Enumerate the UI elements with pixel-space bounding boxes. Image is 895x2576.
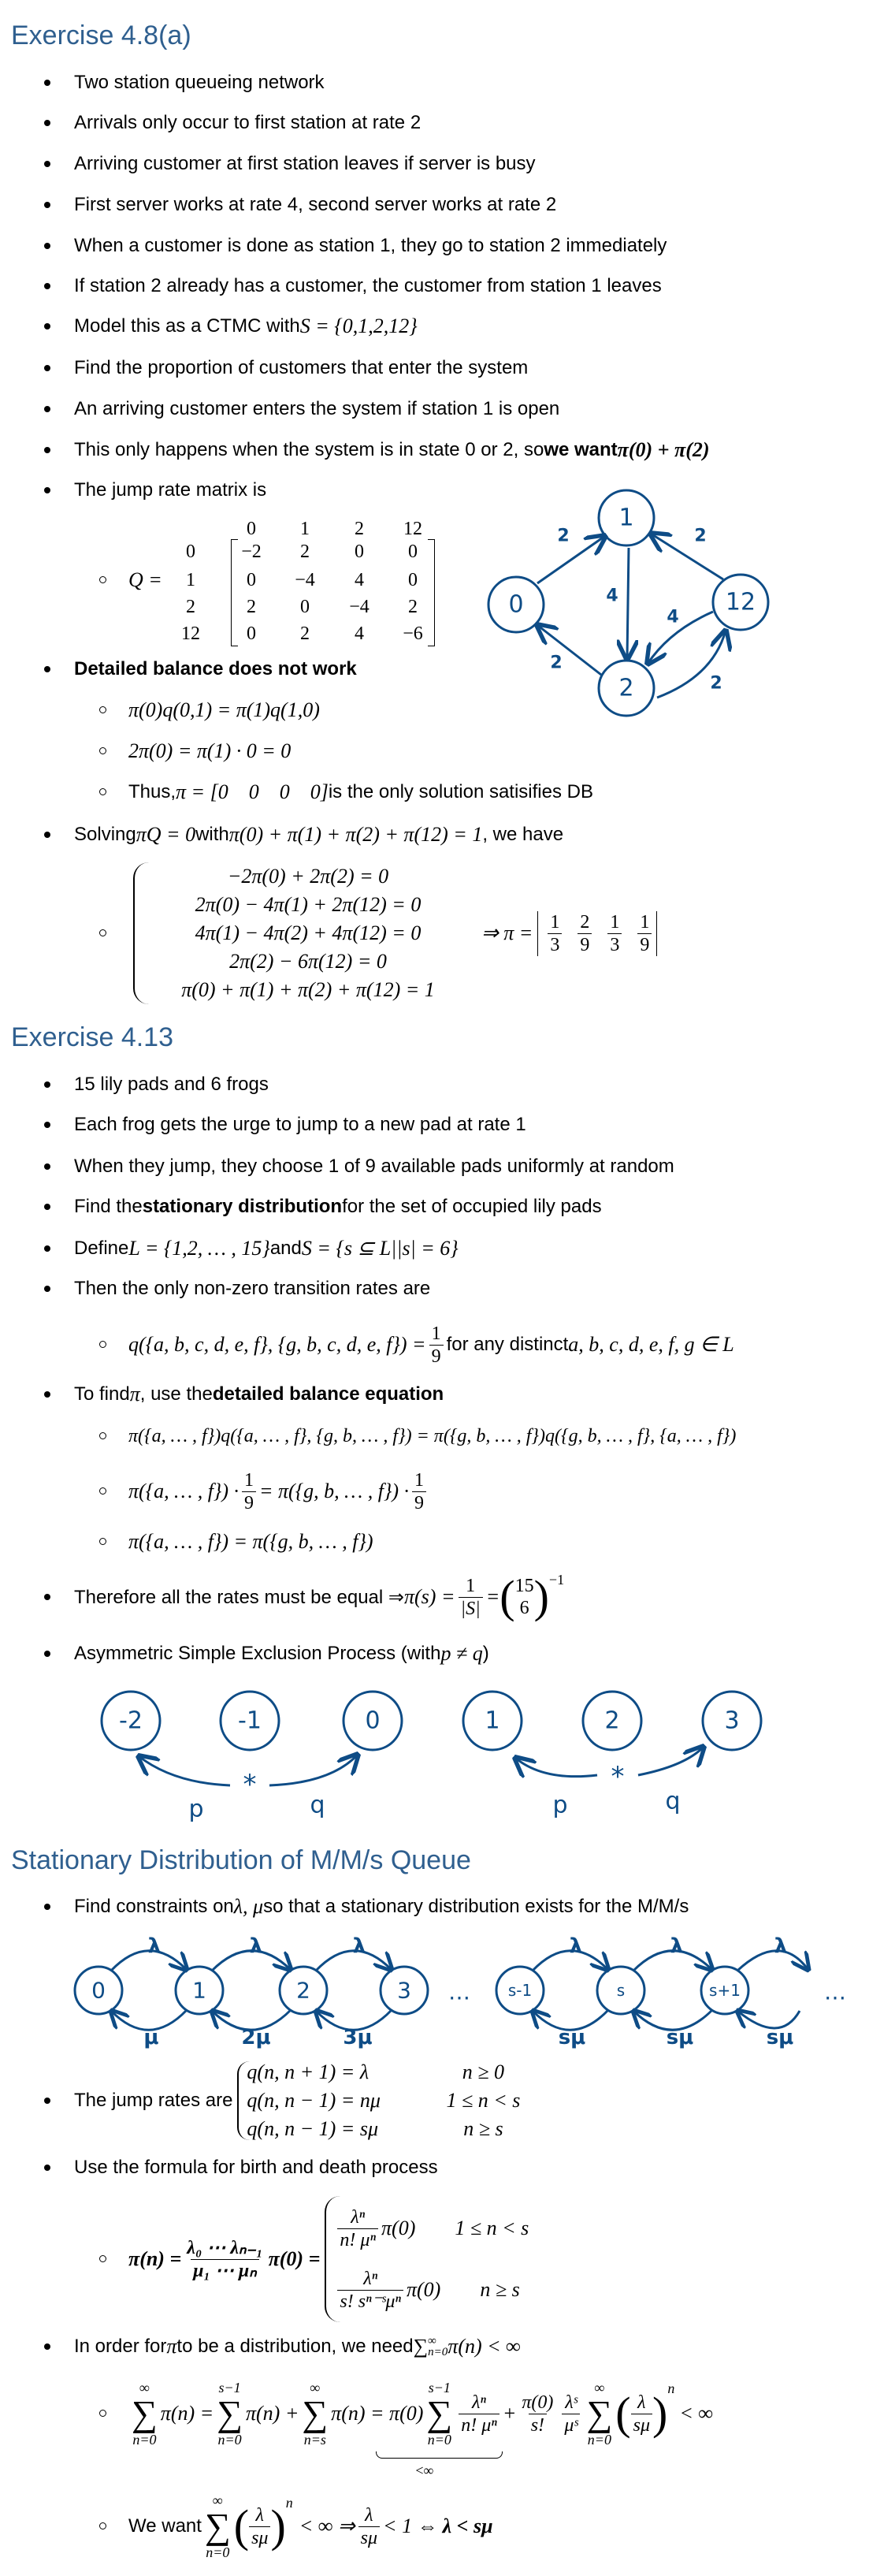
- asep-diagram: [0, 1679, 895, 1829]
- denominator: s!: [529, 2414, 547, 2436]
- birth-rate-label: λ: [774, 1934, 788, 1958]
- math: p ≠ q: [440, 1642, 483, 1665]
- edge-label: 2: [694, 526, 707, 546]
- matrix-cell: 2: [300, 624, 310, 644]
- math: L = {1,2, … , 15}: [128, 1237, 270, 1260]
- particle-star: *: [611, 1761, 625, 1792]
- list-item: [0, 1236, 459, 1261]
- math: S = {s ⊆ L||s| = 6}: [301, 1237, 459, 1260]
- sum-symbol: ∑: [132, 2393, 158, 2433]
- text: so that a stationary distribution exists for the M/M/s: [263, 1896, 689, 1917]
- bullet-text: Two station queueing network: [74, 72, 325, 93]
- text: Find constraints on: [74, 1896, 234, 1917]
- death-rate-label: sμ: [558, 2026, 586, 2049]
- numerator: λ₀ ⋯ λₙ₋₁: [187, 2237, 263, 2258]
- matrix-cell: 4: [355, 570, 364, 590]
- zero-vector: π = [0 0 0 0]: [176, 780, 329, 803]
- case-condition: n ≥ 0: [462, 2060, 505, 2083]
- case-condition: n ≥ s: [480, 2278, 520, 2301]
- sub-item: [0, 1529, 373, 1554]
- rate-label-p: p: [552, 1791, 568, 1819]
- bullet-text: Arriving customer at first station leaves if server is busy: [74, 153, 536, 174]
- edge-label: 2: [710, 673, 722, 694]
- matrix-row-label: 2: [186, 597, 195, 617]
- particle-star: *: [243, 1769, 257, 1800]
- sum-lower: n=0: [217, 2432, 242, 2448]
- formula-cases: [325, 2196, 529, 2322]
- death-rate-label: 2μ: [241, 2026, 271, 2049]
- list-item: [0, 110, 421, 136]
- rate-label-q: q: [665, 1787, 681, 1815]
- mms-heading: Stationary Distribution of M/M/s Queue: [11, 1845, 471, 1875]
- node-label: 1: [618, 504, 634, 532]
- matrix-cell: 0: [408, 542, 418, 562]
- list-item: [0, 1154, 674, 1179]
- ellipsis: …: [824, 1979, 846, 2005]
- site-label: 1: [485, 1707, 500, 1735]
- text: with: [195, 824, 229, 845]
- text: Therefore all the rates must be equal ⇒: [74, 1586, 404, 1608]
- bullet-text: Each frog gets the urge to jump to a new pad at rate 1: [74, 1114, 526, 1135]
- we-want-sub-item: [0, 2487, 493, 2566]
- math: = π({g, b, … , f}) ·: [258, 1480, 410, 1502]
- edge-1-2: [627, 548, 629, 659]
- matrix-cell: 0: [247, 570, 256, 590]
- left-paren: (: [499, 1571, 515, 1622]
- text: Define: [74, 1238, 129, 1259]
- binom-top: 15: [514, 1576, 534, 1596]
- numerator: π(0): [522, 2392, 554, 2413]
- chain-node-label: s: [616, 1981, 626, 2000]
- math: π({a, … , f}) = π({g, b, … , f}): [128, 1530, 373, 1553]
- text: for the set of occupied lily pads: [342, 1196, 602, 1217]
- list-item: [0, 396, 559, 422]
- edge-label: 4: [667, 607, 679, 627]
- jump-right-arrow: [638, 1747, 704, 1775]
- chain-node-label: 3: [397, 1977, 411, 2004]
- text: Find the: [74, 1196, 143, 1217]
- exercise-4-8-heading: Exercise 4.8(a): [11, 20, 191, 50]
- state-space-math: S = {0,1,2,12}: [299, 315, 418, 337]
- birth-rate-label: λ: [147, 1934, 162, 1958]
- birth-rate-label: λ: [670, 1934, 684, 1958]
- matrix-lhs: Q =: [128, 568, 162, 591]
- exercise-4-13-heading: Exercise 4.13: [11, 1022, 173, 1052]
- list-item: [0, 2155, 438, 2180]
- equation: −2π(0) + 2π(2) = 0: [227, 865, 389, 888]
- denominator: 3: [548, 933, 562, 956]
- matrix-column-label: 1: [300, 519, 310, 539]
- numerator: λⁿ: [363, 2268, 378, 2289]
- numerator: λⁿ: [472, 2392, 486, 2413]
- ellipsis: …: [448, 1979, 470, 2005]
- exponent: n: [285, 2495, 293, 2511]
- left-paren: (: [615, 2388, 631, 2439]
- denominator: 9: [637, 933, 652, 956]
- bold-text: stationary distribution: [142, 1196, 343, 1217]
- sub-item: [0, 1321, 734, 1368]
- matrix-cell: 0: [355, 542, 364, 562]
- math: π: [166, 2335, 177, 2358]
- sub-item: [0, 698, 320, 723]
- math: π(n) =: [160, 2402, 214, 2425]
- math: =: [485, 1585, 500, 1608]
- sum-upper: ∞: [212, 2492, 223, 2508]
- sum-upper: s−1: [218, 2380, 241, 2395]
- sum-upper: ∞: [594, 2380, 605, 2395]
- math: < 1 ⇔: [383, 2515, 438, 2537]
- denominator: s! sⁿ⁻ˢμⁿ: [337, 2290, 403, 2313]
- exponent: −1: [548, 1572, 565, 1588]
- bullet-text: If station 2 already has a customer, the customer from station 1 leaves: [74, 275, 662, 296]
- case-condition: n ≥ s: [463, 2117, 503, 2140]
- matrix-cell: 2: [300, 542, 310, 562]
- denominator: 3: [607, 933, 622, 956]
- site-label: 3: [724, 1707, 740, 1735]
- numerator: λˢ: [565, 2392, 577, 2413]
- list-item: [0, 1276, 430, 1301]
- node-label: 0: [508, 590, 524, 619]
- bold-text: we want: [544, 439, 618, 460]
- sum-symbol: ∑: [217, 2393, 243, 2433]
- right-paren: ): [533, 1571, 549, 1622]
- sub-item: [0, 1424, 736, 1449]
- birth-death-chain-diagram: [0, 1915, 895, 2057]
- matrix-cell: −6: [403, 624, 423, 644]
- math: π(n) +: [245, 2402, 299, 2425]
- matrix-row-label: 1: [186, 570, 195, 590]
- jump-rate-cases: [237, 2061, 538, 2140]
- case-equation: q(n, n − 1) = nμ: [247, 2089, 381, 2112]
- sum-symbol: ∑: [302, 2393, 329, 2433]
- death-rate-label: μ: [143, 2026, 159, 2049]
- sum-lower: n=0: [587, 2432, 611, 2448]
- edge-12-1: [651, 534, 723, 579]
- matrix-cell: −4: [295, 570, 315, 590]
- list-item: [0, 70, 325, 95]
- rate-label-q: q: [310, 1791, 325, 1819]
- list-item: [0, 151, 536, 177]
- list-item: [0, 1072, 269, 1097]
- text: Asymmetric Simple Exclusion Process (with: [74, 1643, 441, 1664]
- numerator: 1: [466, 1575, 476, 1596]
- list-item: [0, 192, 556, 218]
- node-label: 2: [618, 674, 634, 702]
- sum-upper: ∞: [310, 2380, 321, 2395]
- rate-label-p: p: [188, 1795, 204, 1823]
- equation: 4π(1) − 4π(2) + 4π(12) = 0: [195, 921, 422, 944]
- case-equation: q(n, n − 1) = sμ: [247, 2117, 378, 2140]
- numerator: 1: [431, 1323, 441, 1344]
- bullet-text: Then the only non-zero transition rates are: [74, 1278, 431, 1299]
- math-line: π(0)q(0,1) = π(1)q(1,0): [128, 698, 320, 721]
- math: q({a, b, c, d, e, f}, {g, b, c, d, e, f}) =: [128, 1333, 426, 1356]
- list-item: [0, 1112, 526, 1137]
- chain-node-label: s-1: [507, 1981, 533, 2000]
- bullet-text: First server works at rate 4, second server works at rate 2: [74, 194, 557, 215]
- death-rate-label: 3μ: [343, 2026, 373, 2049]
- jump-left-arrow: [515, 1758, 597, 1777]
- denominator: μˢ: [562, 2414, 580, 2436]
- math: a, b, c, d, e, f, g ∈ L: [568, 1333, 734, 1356]
- birth-rate-label: λ: [249, 1934, 263, 1958]
- bullet-text: An arriving customer enters the system if station 1 is open: [74, 398, 560, 419]
- denominator: n! μⁿ: [459, 2414, 499, 2436]
- bullet-text: When they jump, they choose 1 of 9 available pads uniformly at random: [74, 1156, 674, 1177]
- list-item: [0, 1641, 489, 1666]
- math: < ∞: [679, 2402, 713, 2425]
- equation: π(0) + π(1) + π(2) + π(12) = 1: [181, 978, 435, 1001]
- formula-sub-item: [0, 2196, 529, 2322]
- list-item: [0, 274, 662, 299]
- list-item: [0, 314, 418, 339]
- bold-math: π(0) + π(2): [617, 438, 710, 461]
- numerator: 1: [243, 1469, 254, 1491]
- binom-bottom: 6: [519, 1598, 529, 1618]
- matrix-cell: 2: [247, 597, 256, 617]
- numerator: 1: [414, 1469, 425, 1491]
- birth-rate-label: λ: [569, 1934, 583, 1958]
- birth-rate-label: λ: [352, 1934, 366, 1958]
- list-item: [0, 657, 357, 682]
- numerator: λ: [255, 2504, 264, 2526]
- chain-node-label: 1: [192, 1977, 206, 2004]
- math: +: [502, 2402, 517, 2425]
- list-item: [0, 2060, 538, 2140]
- numerator: λ: [365, 2504, 373, 2526]
- matrix-cell: −2: [241, 542, 262, 562]
- state-graph: [0, 473, 895, 725]
- text: We want: [128, 2515, 202, 2537]
- text: to be a distribution, we need: [176, 2336, 414, 2357]
- site-label: -1: [238, 1707, 262, 1735]
- equation: 2π(0) − 4π(1) + 2π(12) = 0: [195, 893, 422, 916]
- math: π({a, … , f}) ·: [128, 1480, 239, 1502]
- right-paren: ): [270, 2500, 286, 2552]
- list-item: [0, 1382, 444, 1407]
- chain-node-label: 2: [296, 1977, 310, 2004]
- chain-node-label: s+1: [709, 1981, 741, 2000]
- denominator: 9: [412, 1491, 426, 1514]
- text: Thus,: [128, 781, 176, 802]
- text: The jump rates are: [74, 2090, 233, 2111]
- edge-0-1: [537, 536, 605, 583]
- sum-symbol: ∑: [413, 2335, 429, 2358]
- math: π(0): [406, 2278, 441, 2301]
- numerator: 1: [550, 911, 560, 932]
- bold-text: Detailed balance does not work: [74, 658, 357, 679]
- numerator: λ: [637, 2392, 646, 2413]
- sum-symbol: ∑: [204, 2506, 231, 2546]
- case-condition: 1 ≤ n < s: [446, 2089, 521, 2112]
- sum-upper: ∞: [428, 2335, 436, 2347]
- numerator: 1: [610, 911, 620, 932]
- text: , use the: [139, 1383, 213, 1405]
- death-rate-label: sμ: [666, 2026, 694, 2049]
- math: π(n) = π(0): [331, 2402, 424, 2425]
- sum-lower: n=s: [303, 2432, 326, 2448]
- sub-item: [0, 1468, 429, 1515]
- list-item: [0, 1194, 602, 1219]
- math: π(s) =: [404, 1585, 455, 1608]
- sum-lower: n=0: [428, 2346, 448, 2358]
- bullet-text: The jump rate matrix is: [74, 479, 267, 501]
- matrix-cell: 0: [408, 570, 418, 590]
- numerator: λⁿ: [351, 2206, 366, 2228]
- matrix-cell: 0: [247, 624, 256, 644]
- math: π: [129, 1383, 140, 1405]
- text: is the only solution satisifies DB: [328, 781, 593, 802]
- matrix-column-label: 12: [403, 519, 422, 539]
- denominator: sμ: [249, 2526, 270, 2549]
- text: In order for: [74, 2336, 167, 2357]
- text: ): [482, 1643, 489, 1664]
- edge-label: 4: [606, 586, 618, 606]
- bold-conclusion: λ < sμ: [442, 2515, 493, 2537]
- edge-2-0: [537, 625, 601, 675]
- text: and: [269, 1238, 302, 1259]
- sum-upper: s−1: [428, 2380, 451, 2395]
- matrix-cell: 4: [355, 624, 364, 644]
- denominator: 9: [242, 1491, 256, 1514]
- bullet-text: Arrivals only occur to first station at rate 2: [74, 112, 422, 133]
- list-item: [0, 822, 563, 847]
- edge-label: 2: [550, 653, 563, 673]
- bullet-text: Model this as a CTMC with: [74, 315, 300, 337]
- sum-upper: ∞: [139, 2380, 150, 2395]
- math: < ∞ ⇒: [299, 2515, 355, 2537]
- denominator: sμ: [358, 2526, 380, 2549]
- denominator: sμ: [631, 2414, 652, 2436]
- matrix-row-label: 0: [186, 542, 195, 562]
- left-paren: (: [233, 2500, 250, 2552]
- matrix-cell: 2: [408, 597, 418, 617]
- math: π(0): [381, 2217, 416, 2239]
- math-line: 2π(0) = π(1) · 0 = 0: [128, 739, 292, 762]
- underbraced-term: [415, 2380, 502, 2478]
- site-label: -2: [119, 1707, 143, 1735]
- system-sub-item: [0, 862, 657, 1004]
- math: π({a, … , f})q({a, … , f}, {g, b, … , f}) = π({g, b, … , f})q({g, b, … , f}, {a, … , f}): [128, 1425, 737, 1446]
- edge-label: 2: [557, 526, 570, 546]
- result-prefix: ⇒ π =: [481, 921, 533, 944]
- case-condition: 1 ≤ n < s: [455, 2217, 529, 2239]
- list-item: [0, 437, 710, 463]
- numerator: 2: [580, 911, 590, 932]
- math: π(n) < ∞: [448, 2335, 521, 2358]
- bullet-text: When a customer is done as station 1, they go to station 2 immediately: [74, 235, 667, 256]
- right-paren: ): [652, 2388, 668, 2439]
- birth-arrow: [737, 1951, 808, 1971]
- underbrace: [376, 2451, 502, 2459]
- sum-symbol: ∑: [586, 2393, 613, 2433]
- equation-system: [133, 862, 473, 1004]
- bullet-text: 15 lily pads and 6 frogs: [74, 1074, 269, 1095]
- sum-lower: n=0: [206, 2544, 230, 2560]
- result-vector: [537, 911, 657, 956]
- bullet-text: Use the formula for birth and death process: [74, 2157, 438, 2178]
- case-equation: q(n, n + 1) = λ: [247, 2060, 370, 2083]
- bullet-text: This only happens when the system is in state 0 or 2, so: [74, 439, 544, 460]
- text: , we have: [482, 824, 564, 845]
- math: πQ = 0: [136, 823, 196, 846]
- list-item: [0, 233, 667, 259]
- chain-node-label: 0: [91, 1977, 106, 2004]
- bullet-text: Find the proportion of customers that enter the system: [74, 357, 529, 378]
- site-label: 0: [365, 1707, 381, 1735]
- matrix-cell: −4: [349, 597, 370, 617]
- matrix-column-label: 2: [355, 519, 364, 539]
- sum-lower: n=0: [427, 2432, 451, 2448]
- math: π(0) + π(1) + π(2) + π(12) = 1: [228, 823, 483, 846]
- list-item: [0, 2334, 521, 2359]
- matrix-row-label: 12: [181, 624, 200, 644]
- sum-symbol: ∑: [426, 2393, 453, 2433]
- denominator: 9: [577, 933, 592, 956]
- site-label: 2: [604, 1707, 620, 1735]
- jump-left-arrow: [139, 1756, 230, 1785]
- sum-sub-item: [0, 2374, 713, 2478]
- text: To find: [74, 1383, 130, 1405]
- denominator: n! μⁿ: [337, 2228, 378, 2251]
- exponent: n: [667, 2381, 675, 2396]
- sub-item: [0, 780, 593, 805]
- death-rate-label: sμ: [766, 2026, 794, 2049]
- matrix-column-label: 0: [247, 519, 256, 539]
- sub-item: [0, 739, 291, 764]
- jump-right-arrow: [269, 1755, 358, 1785]
- denominator: |S|: [459, 1597, 483, 1620]
- node-label: 12: [725, 588, 756, 616]
- denominator: 9: [429, 1345, 444, 1368]
- denominator: μ₁ ⋯ μₙ: [191, 2259, 259, 2282]
- matrix-cell: 0: [300, 597, 310, 617]
- equation: 2π(2) − 6π(12) = 0: [229, 950, 387, 973]
- list-item: [0, 1572, 564, 1622]
- math: λ, μ: [233, 1895, 264, 1918]
- math: π(0) =: [268, 2247, 321, 2270]
- text: for any distinct: [446, 1334, 569, 1355]
- bold-text: detailed balance equation: [212, 1383, 444, 1405]
- sum-lower: n=0: [132, 2432, 157, 2448]
- edge-12-2: [648, 612, 713, 664]
- list-item: [0, 356, 528, 381]
- numerator: 1: [640, 911, 650, 932]
- underbrace-label: <∞: [415, 2462, 434, 2478]
- text: Solving: [74, 824, 136, 845]
- math: π(n) =: [128, 2247, 182, 2270]
